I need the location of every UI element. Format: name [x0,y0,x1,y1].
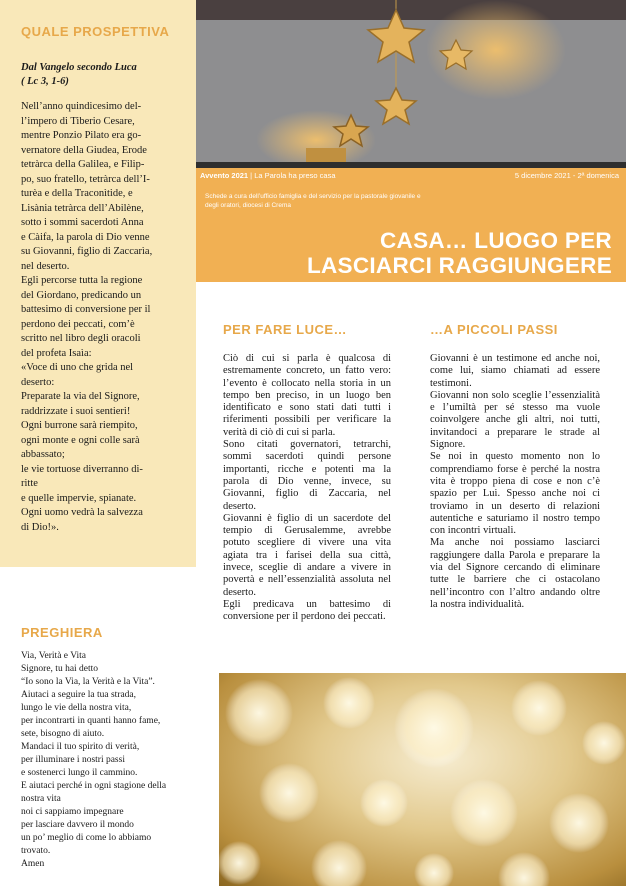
gospel-text-line: mentre Ponzio Pilato era go- [21,130,142,141]
gospel-text-line: del Giordano, predicando un [21,289,142,301]
gospel-text-line: perdono dei peccati, com’è [21,318,135,330]
preghiera-title: PREGHIERA [21,625,103,640]
stars-hero-image [196,0,626,162]
prayer-line: Aiutaci a seguire la tua strada, [21,690,137,700]
paragraph: Se noi in questo momento non lo comprendiamo forse è perché la nostra vita è troppo piena di cose e non c’è spazio per Lui. Spesso anche noi ci troviamo in un deserto di relazioni autentiche e saturiamo il nostro tempo con incontri virtuali. [430,451,600,537]
prayer-line: e sostenerci lungo il cammino. [21,768,138,778]
gospel-text-line: turèa e della Traconìtide, e [21,188,133,199]
gospel-text-line: scritto nel libro degli oracoli [21,333,141,344]
prayer-line: trovato. [21,846,51,856]
paragraph: Giovanni non solo sceglie l’essenzialità e l’umiltà per sé stesso ma vuole coinvolgere anche gli altri, noi tutti, invitandoci a preparare le strade al Signore. [430,389,600,451]
gospel-text-line: su Giovanni, figlio di Zaccarìa, [21,246,153,257]
gospel-text-line: le vie tortuose diverranno di- [21,463,143,475]
gospel-text-line: tetràrca della Galilea, e Filip- [21,159,145,170]
prayer-line: Mandaci il tuo spirito di verità, [21,742,140,752]
gospel-text-line: ritte [21,478,38,489]
prayer-line: sete, bisogno di aiuto. [21,729,105,739]
bokeh-lights-illustration [219,673,626,886]
gospel-text-line: Lisània tetràrca dell’Abilène, [21,202,144,214]
paragraph: Ciò di cui si parla è qualcosa di estremamente concreto, un fatto vero: l’evento è collocato nella storia in un tempo ben preciso, in un luogo ben identificato e sono stati dati tutti i riferimenti possibili per verificare la verità di ciò di cui si parla. [223,353,391,438]
gospel-text-line: e Càifa, la parola di Dio venne [21,231,150,243]
prayer-line: E aiutaci perché in ogni stagione della [21,781,167,791]
gospel-text-line: Nell’anno quindicesimo del- [21,101,142,112]
gospel-text-line: deserto: [21,376,55,388]
gospel-text-line: del profeta Isaìa: [21,347,92,359]
gospel-text-line: l’impero di Tiberio Cesare, [21,115,135,127]
per-fare-luce-title: PER FARE LUCE… [223,322,348,337]
gospel-text-line: ogni monte e ogni colle sarà [21,434,140,446]
paragraph: Sono citati governatori, tetrarchi, sommi sacerdoti quindi persone importanti, ricche e potenti ma la parola di Dio venne, invece, su Giovanni, figlio di Zaccaria, nel deserto. [223,439,391,512]
paragraph: Ma anche noi possiamo lasciarci raggiungere dalla Parola e preparare la via del Signore cercando di eliminare tutte le barriere che ci ostacolano nell’incontro con l’altro andando oltre la nostra individualità. [430,537,600,610]
gospel-reference-line: Dal Vangelo secondo Luca [21,62,137,73]
gospel-text-line: Egli percorse tutta la regione [21,275,143,286]
gospel-text-line: Preparate la via del Signore, [21,391,140,402]
gospel-text-line: e quelle impervie, spianate. [21,492,137,504]
prayer-line: Via, Verità e Vita [21,651,86,661]
series-label-bold: Avvento 2021 [200,171,249,180]
prayer-line: nostra vita [21,794,61,804]
prayer-text [21,650,196,871]
paragraph: Egli predicava un battesimo di conversione per il perdono dei peccati. [223,598,391,623]
prayer-line: Signore, tu hai detto [21,664,99,674]
gospel-text-line: raddrizzate i suoi sentieri! [21,405,131,417]
gospel-text-line: Ogni burrone sarà riempito, [21,420,138,431]
series-label [200,171,336,180]
prayer-line: un po’ meglio di come lo abbiamo [21,833,152,843]
gospel-text-line: nel deserto. [21,260,70,272]
paragraph: Giovanni è un testimone ed anche noi, come lui, siamo chiamati ad essere testimoni. [430,353,600,389]
series-label-rest: | La Parola ha preso casa [248,171,336,180]
gospel-reference-line: ( Lc 3, 1-6) [21,76,69,87]
gospel-text-line: vernatore della Giudea, Erode [21,144,147,156]
credit-text: Schede a cura dell’ufficio famiglia e del servizio per la pastorale giovanile e degli oratori, diocesi di Crema [205,193,421,209]
main-title-line: CASA… LUOGO PER [379,228,612,253]
gospel-reference [21,61,137,89]
quale-prospettiva-title: QUALE PROSPETTIVA [21,24,170,39]
main-title-line: LASCIARCI RAGGIUNGERE [306,253,612,278]
gospel-text-line: «Voce di uno che grida nel [21,362,134,373]
per-fare-luce-text [223,353,391,624]
star-ornaments-illustration [196,0,626,162]
prayer-line: “Io sono la Via, la Verità e la Vita”. [21,677,155,687]
prayer-line: per illuminare i nostri passi [21,755,125,765]
a-piccoli-passi-text [430,353,600,611]
prayer-line: per lasciare davvero il mondo [21,820,134,830]
paragraph: Giovanni è figlio di un sacerdote del tempio di Gerusalemme, avrebbe potuto scegliere di vivere una vita agiata tra i farisei della sua città, invece, sceglie di andare a vivere in povertà e nell’essenzialità assoluta nel deserto. [223,512,391,598]
gospel-text-line: di Dio!». [21,521,59,533]
prayer-line: Amen [21,859,45,869]
prayer-line: noi ci sappiamo impegnare [21,807,124,817]
issue-date: 5 dicembre 2021 - 2ª domenica [514,171,619,180]
bokeh-lights-image [219,673,626,886]
gospel-text [21,100,193,535]
gospel-text-line: sotto i sommi sacerdoti Anna [21,217,144,228]
gospel-text-line: Ogni uomo vedrà la salvezza [21,507,143,518]
gospel-text-line: battesimo di conversione per il [21,304,151,315]
a-piccoli-passi-title: …A PICCOLI PASSI [430,322,558,337]
main-title [307,228,612,278]
gospel-text-line: abbassato; [21,449,65,460]
prayer-line: lungo le vie della nostra vita, [21,703,132,713]
prayer-line: per incontrarti in quanti hanno fame, [21,716,161,726]
gospel-text-line: po, suo fratello, tetràrca dell’I- [21,173,150,185]
